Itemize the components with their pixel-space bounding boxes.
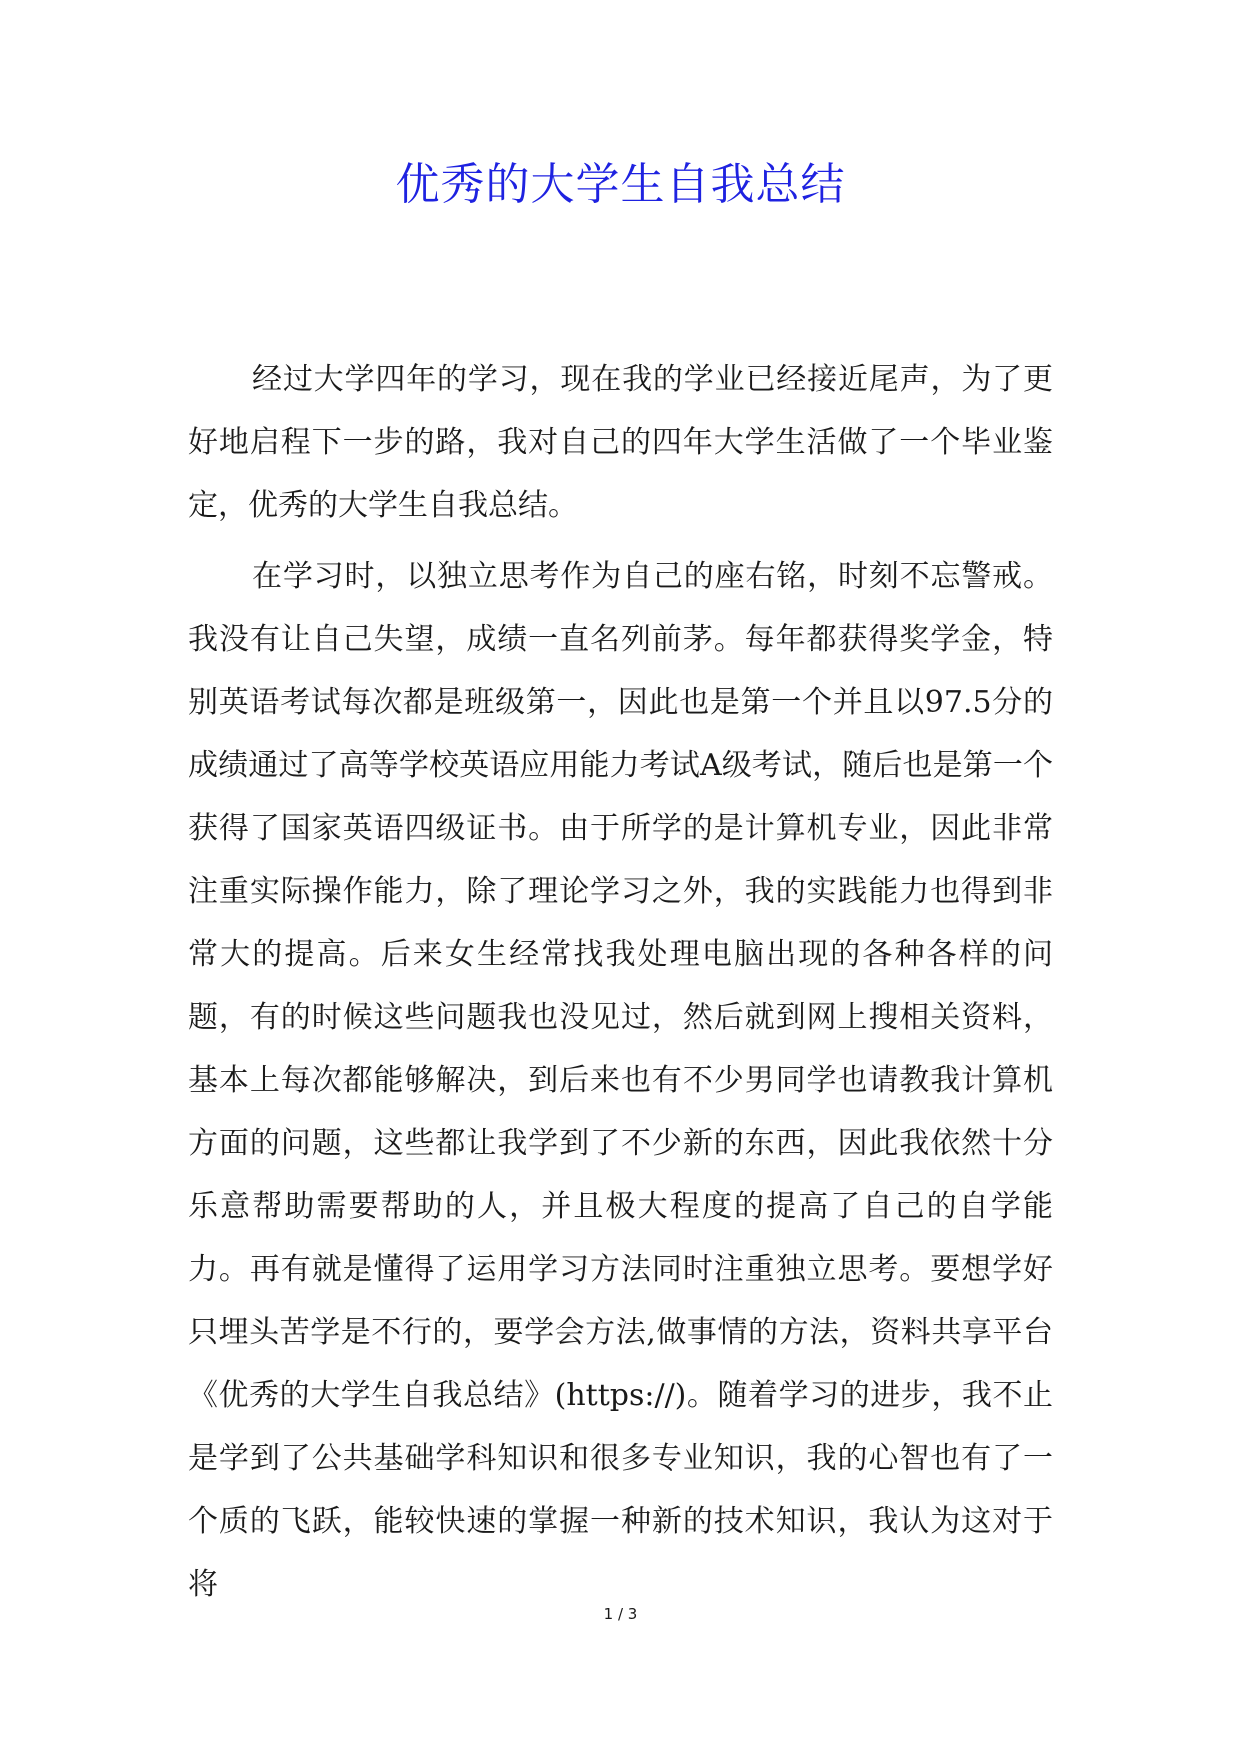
- document-body: [188, 348, 1053, 1624]
- page-number: 1 / 3: [603, 1605, 638, 1623]
- paragraph-intro: 经过大学四年的学习，现在我的学业已经接近尾声，为了更好地启程下一步的路，我对自己的四年大学生活做了一个毕业鉴定，优秀的大学生自我总结。: [188, 362, 1053, 523]
- paragraph-study: 在学习时，以独立思考作为自己的座右铭，时刻不忘警戒。我没有让自己失望，成绩一直名列前茅。每年都获得奖学金，特别英语考试每次都是班级第一，因此也是第一个并且以97.5分的成绩通过了高等学校英语应用能力考试A级考试，随后也是第一个获得了国家英语四级证书。由于所学的是计算机专业，因此非常注重实际操作能力，除了理论学习之外，我的实践能力也得到非常大的提高。后来女生经常找我处理电脑出现的各种各样的问题，有的时候这些问题我也没见过，然后就到网上搜相关资料，基本上每次都能够解决，到后来也有不少男同学也请教我计算机方面的问题，这些都让我学到了不少新的东西，因此我依然十分乐意帮助需要帮助的人，并且极大程度的提高了自己的自学能力。再有就是懂得了运用学习方法同时注重独立思考。要想学好只埋头苦学是不行的，要学会方法,做事情的方法，资料共享平台《优秀的大学生自我总结》(https://)。随着学习的进步，我不止是学到了公共基础学科知识和很多专业知识，我的心智也有了一个质的飞跃，能较快速的掌握一种新的技术知识，我认为这对于将: [188, 559, 1053, 1602]
- document-title: 优秀的大学生自我总结: [395, 159, 846, 210]
